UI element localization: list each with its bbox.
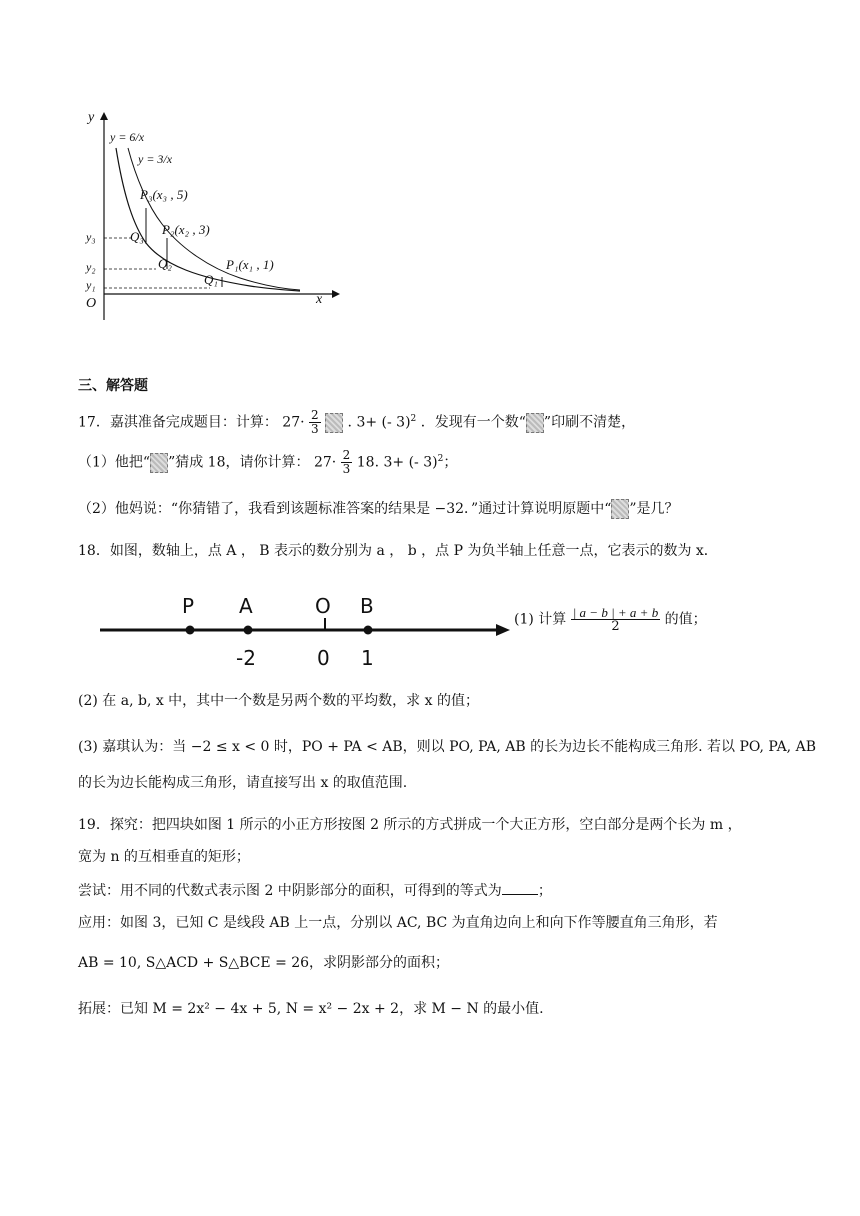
graph-x-axis-label: x bbox=[316, 292, 323, 307]
q17-frac: $\frac{2}{3}$ bbox=[311, 408, 319, 437]
q19-line3-a: 尝试：用不同的代数式表示图 2 中阴影部分的面积，可得到的等式为 bbox=[78, 883, 502, 899]
q19-line1: 19．探究：把四块如图 1 所示的小正方形按图 2 所示的方式拼成一个大正方形，空白部分是两个长为 m ， bbox=[78, 817, 742, 833]
q17-intro: 17．嘉淇准备完成题目：计算： bbox=[78, 414, 278, 431]
q17-expr-tail: . 3+ (- 3) bbox=[347, 414, 411, 431]
q17-part1-frac: $\frac{2}{3}$ bbox=[342, 448, 351, 477]
point-p1-label: P₁(x₁ , 1) bbox=[226, 257, 274, 272]
numberline-label-p: P bbox=[182, 594, 195, 618]
numberline-label-a: A bbox=[239, 594, 253, 618]
number-line bbox=[96, 590, 512, 670]
q17-intro-line: 17．嘉淇准备完成题目：计算： 27· $\frac{2}{3}$ . 3+ (- 3)$^2$ ．发现有一个数“ ”印刷不清楚， bbox=[78, 408, 636, 437]
q17-part1-expr: 18. 3+ (- 3) bbox=[356, 454, 438, 471]
q18-part1 bbox=[514, 606, 707, 633]
q18-part1-frac bbox=[571, 606, 660, 633]
q17-part1-expr-head: 27· bbox=[313, 454, 341, 471]
q17-part1-b: ”猜成 18，请你计算： bbox=[168, 454, 310, 471]
point-p2-label: P₂(x₂ , 3) bbox=[162, 222, 210, 237]
y2-label: y₂ bbox=[86, 260, 96, 274]
q19-line5: AB = 10, S△ACD + S△BCE = 26，求阴影部分的面积； bbox=[78, 955, 450, 971]
graph-origin-label: O bbox=[86, 296, 97, 311]
q18-part3-line2: 的长为边长能构成三角形，请直接写出 x 的取值范围. bbox=[78, 775, 408, 791]
q19-line6: 拓展：已知 M = 2x² − 4x + 5, N = x² − 2x + 2，求 M − N 的最小值. bbox=[78, 1001, 544, 1017]
q18-part1-b: 的值； bbox=[664, 611, 707, 628]
q17-part1-end: ； bbox=[443, 454, 458, 471]
numberline-label-o: O bbox=[315, 594, 331, 618]
q19-line2: 宽为 n 的互相垂直的矩形； bbox=[78, 849, 250, 865]
q18-frac-denominator: 2 bbox=[611, 619, 620, 634]
numberline-tick-neg2: -2 bbox=[236, 646, 256, 670]
q17-part2 bbox=[78, 498, 679, 520]
q17-after2: ”印刷不清楚， bbox=[543, 414, 636, 431]
curve-label-6-over-x: y = 6/x bbox=[110, 130, 145, 144]
q17-part2-end: ”是几？ bbox=[629, 501, 679, 517]
numberline-tick-1: 1 bbox=[361, 646, 374, 670]
point-q2-label: Q₂ bbox=[158, 256, 172, 271]
point-q3-label: Q₃ bbox=[130, 229, 144, 244]
q17-part2-text: （2）他妈说：“你猜错了，我看到该题标准答案的结果是 −32．”通过计算说明原题中“ bbox=[78, 501, 612, 517]
q19-line4: 应用：如图 3，已知 C 是线段 AB 上一点，分别以 AC, BC 为直角边向上和向下作等腰直角三角形，若 bbox=[78, 915, 718, 931]
numberline-tick-0: 0 bbox=[317, 646, 330, 670]
unclear-number-box bbox=[526, 413, 544, 433]
q18-intro: 18．如图，数轴上，点 A ， B 表示的数分别为 a ， b ，点 P 为负半轴上任意一点，它表示的数为 x． bbox=[78, 543, 718, 559]
q19-line3-b: ； bbox=[537, 883, 552, 899]
q18-part2: (2) 在 a, b, x 中，其中一个数是另两个数的平均数，求 x 的值； bbox=[78, 693, 479, 709]
curve-label-3-over-x: y = 3/x bbox=[138, 152, 173, 166]
q18-part3-line1: (3) 嘉琪认为：当 −2 ≤ x < 0 时，PO + PA < AB，则以 PO, PA, AB 的长为边长不能构成三角形. 若以 PO, PA, AB bbox=[78, 739, 816, 755]
q19-line3 bbox=[78, 880, 552, 902]
section-heading: 三、解答题 bbox=[78, 378, 148, 394]
y1-label: y₁ bbox=[86, 278, 96, 292]
point-p3-label: P₃(x₃ , 5) bbox=[140, 187, 188, 202]
unclear-number-box bbox=[150, 453, 168, 473]
answer-blank bbox=[502, 894, 538, 895]
q18-part1-a: (1) 计算 bbox=[514, 611, 567, 628]
q17-after: ．发现有一个数“ bbox=[420, 414, 526, 431]
q17-part1: （1）他把“ ”猜成 18，请你计算： 27· $\frac{2}{3}$ 18. 3+ (- 3)$^2$； bbox=[78, 448, 458, 477]
q18-frac-numerator: | a − b | + a + b bbox=[572, 605, 659, 620]
point-q1-label: Q₁ bbox=[204, 272, 218, 287]
numberline-label-b: B bbox=[360, 594, 374, 618]
q17-part1-a: （1）他把“ bbox=[78, 454, 151, 471]
unclear-number-box bbox=[325, 413, 343, 433]
y3-label: y₃ bbox=[86, 230, 96, 244]
graph-y-axis-label: y bbox=[88, 110, 95, 125]
q17-expr-head: 27· bbox=[282, 414, 309, 431]
unclear-number-box bbox=[611, 499, 629, 519]
